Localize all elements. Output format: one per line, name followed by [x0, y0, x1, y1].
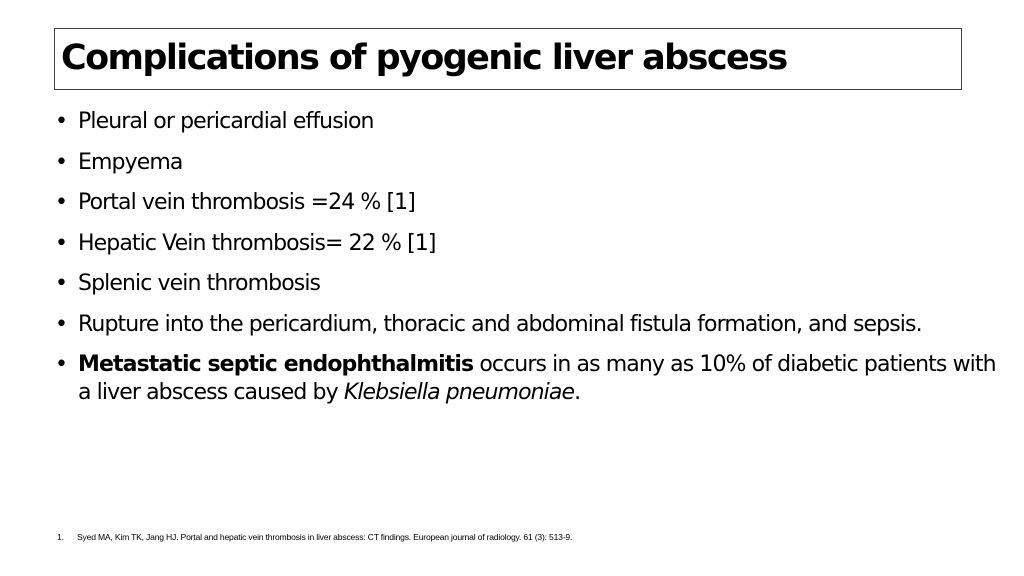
bullet-marker: • [55, 149, 68, 175]
bullet-text: Hepatic Vein thrombosis= 22 % [1] [78, 230, 436, 256]
bullet-marker: • [55, 109, 68, 134]
bullet-item [55, 108, 1015, 136]
footnote-number: 1. [57, 532, 64, 542]
bullet-marker: • [55, 190, 68, 215]
bullet-text: Portal vein thrombosis =24 % [1] [78, 190, 415, 215]
bullet-marker: • [55, 352, 68, 377]
bullet-text: occurs in as many as 10% of diabetic patients with a liver abscess caused by [78, 352, 996, 405]
title-box [54, 28, 962, 90]
bullet-item [55, 270, 1015, 298]
bullet-italic-text: Klebsiella pneumoniae [343, 380, 575, 405]
bullet-end-text: . [574, 380, 581, 405]
bullet-text: Pleural or pericardial effusion [78, 109, 374, 134]
bullet-item [55, 149, 1015, 177]
bullet-text: Empyema [78, 149, 183, 175]
footnote [57, 531, 572, 543]
bullet-item [55, 230, 1015, 258]
bullet-text: Rupture into the pericardium, thoracic and abdominal fistula formation, and sepsis. [78, 311, 922, 337]
slide-title: Complications of pyogenic liver abscess [61, 38, 787, 78]
bullet-marker: • [55, 311, 68, 337]
bullet-item [55, 189, 1015, 217]
footnote-text: Syed MA, Kim TK, Jang HJ. Portal and hepatic vein thrombosis in liver abscess: CT findings. European journal of radiology. 61 (3): 513-9. [77, 532, 573, 542]
bullet-list [55, 108, 1015, 420]
bullet-marker: • [55, 271, 68, 296]
bullet-item [55, 311, 1015, 339]
bullet-bold-text: Metastatic septic endophthalmitis [78, 352, 474, 377]
bullet-text: Splenic vein thrombosis [78, 271, 321, 296]
bullet-marker: • [55, 230, 68, 256]
bullet-item-endophthalmitis [55, 351, 1013, 407]
